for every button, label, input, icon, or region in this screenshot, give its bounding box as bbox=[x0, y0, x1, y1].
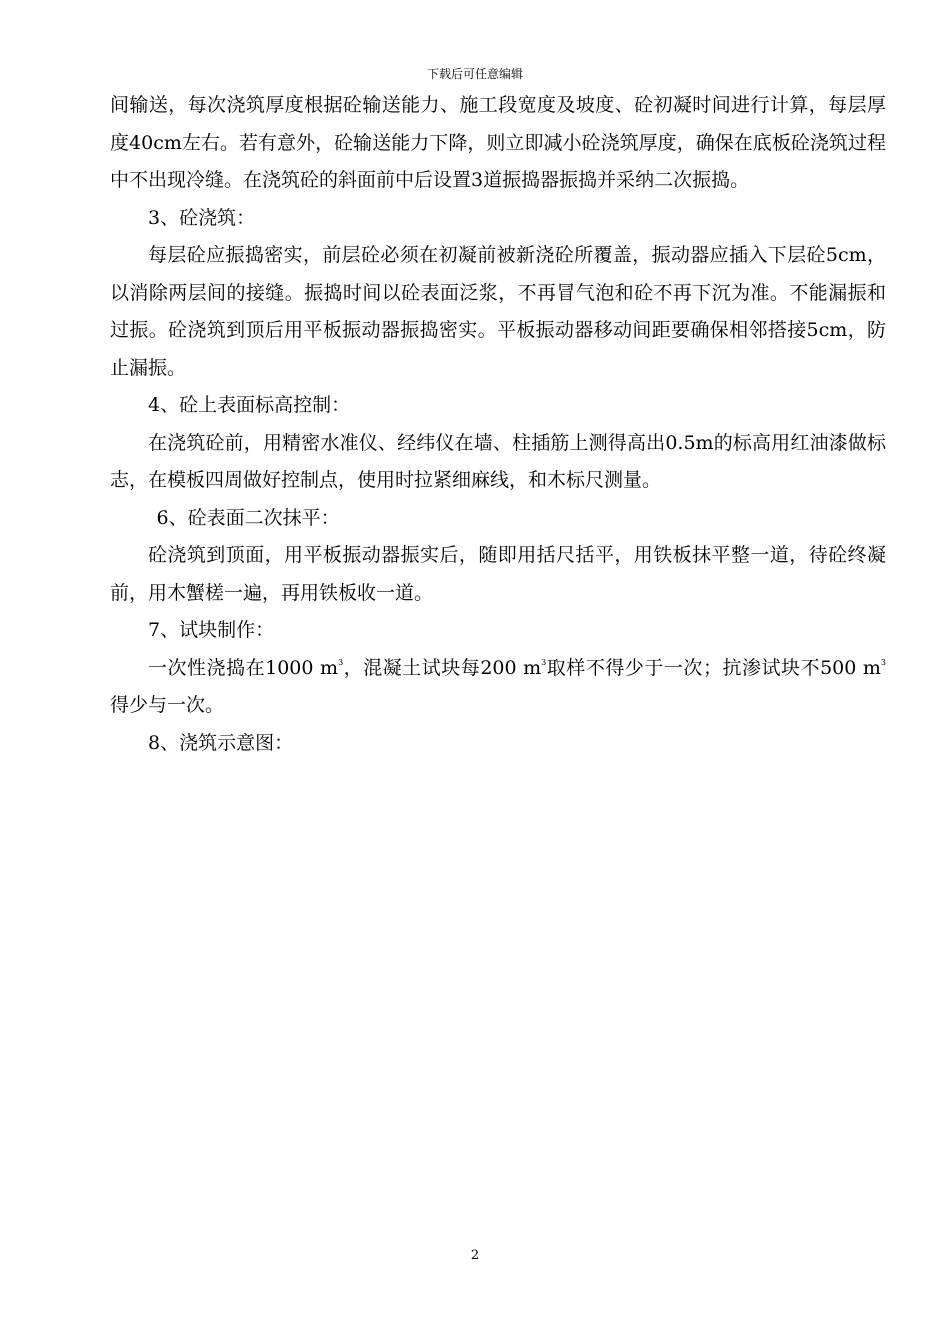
cubic-superscript: 3 bbox=[880, 657, 887, 667]
paragraph-vibration: 每层砼应振捣密实，前层砼必须在初凝前被新浇砼所覆盖，振动器应插入下层砼5cm，以消除两层间的接缝。振捣时间以砼表面泛浆，不再冒气泡和砼不再下沉为准。不能漏振和过振。砼浇筑到顶后用平板振动器振捣密实。平板振动器移动间距要确保相邻搭接5cm，防止漏振。 bbox=[110, 244, 886, 379]
page-number: 2 bbox=[470, 1248, 480, 1263]
test-block-text-d: 得少与一次。 bbox=[110, 694, 225, 716]
page-header: 下载后可任意编辑 bbox=[426, 67, 523, 81]
heading-concrete-pouring: 3、砼浇筑： bbox=[148, 206, 256, 229]
heading-pouring-diagram: 8、浇筑示意图： bbox=[148, 731, 294, 754]
cubic-superscript: 3 bbox=[338, 657, 344, 667]
paragraph-concrete-conveying: 间输送，每次浇筑厚度根据砼输送能力、施工段宽度及坡度、砼初凝时间进行计算，每层厚度40cm左右。若有意外，砼输送能力下降，则立即减小砼浇筑厚度，确保在底板砼浇筑过程中不出现冷缝。在浇筑砼的斜面前中后设置3道振捣器振捣并采纳二次振捣。 bbox=[110, 94, 886, 191]
paragraph-secondary-troweling: 砼浇筑到顶面，用平板振动器振实后，随即用括尺括平，用铁板抹平整一道，待砼终凝前，用木蟹槎一遍，再用铁板收一道。 bbox=[110, 544, 886, 604]
heading-secondary-troweling: 6、砼表面二次抹平： bbox=[156, 506, 340, 529]
paragraph-test-block bbox=[110, 650, 886, 725]
cubic-superscript: 3 bbox=[541, 657, 547, 667]
test-block-text-a: 一次性浇捣在1000 m bbox=[148, 656, 339, 679]
document-body bbox=[110, 87, 886, 762]
test-block-text-b: ，混凝土试块每200 m bbox=[343, 656, 542, 679]
heading-test-block: 7、试块制作： bbox=[148, 619, 275, 641]
test-block-text-c: 取样不得少于一次；抗渗试块不500 m bbox=[546, 656, 881, 679]
heading-elevation-control: 4、砼上表面标高控制： bbox=[148, 394, 351, 416]
paragraph-elevation-control: 在浇筑砼前，用精密水准仪、经纬仪在墙、柱插筋上测得高出0.5m的标高用红油漆做标志，在模板四周做好控制点，使用时拉紧细麻线，和木标尺测量。 bbox=[110, 431, 886, 491]
